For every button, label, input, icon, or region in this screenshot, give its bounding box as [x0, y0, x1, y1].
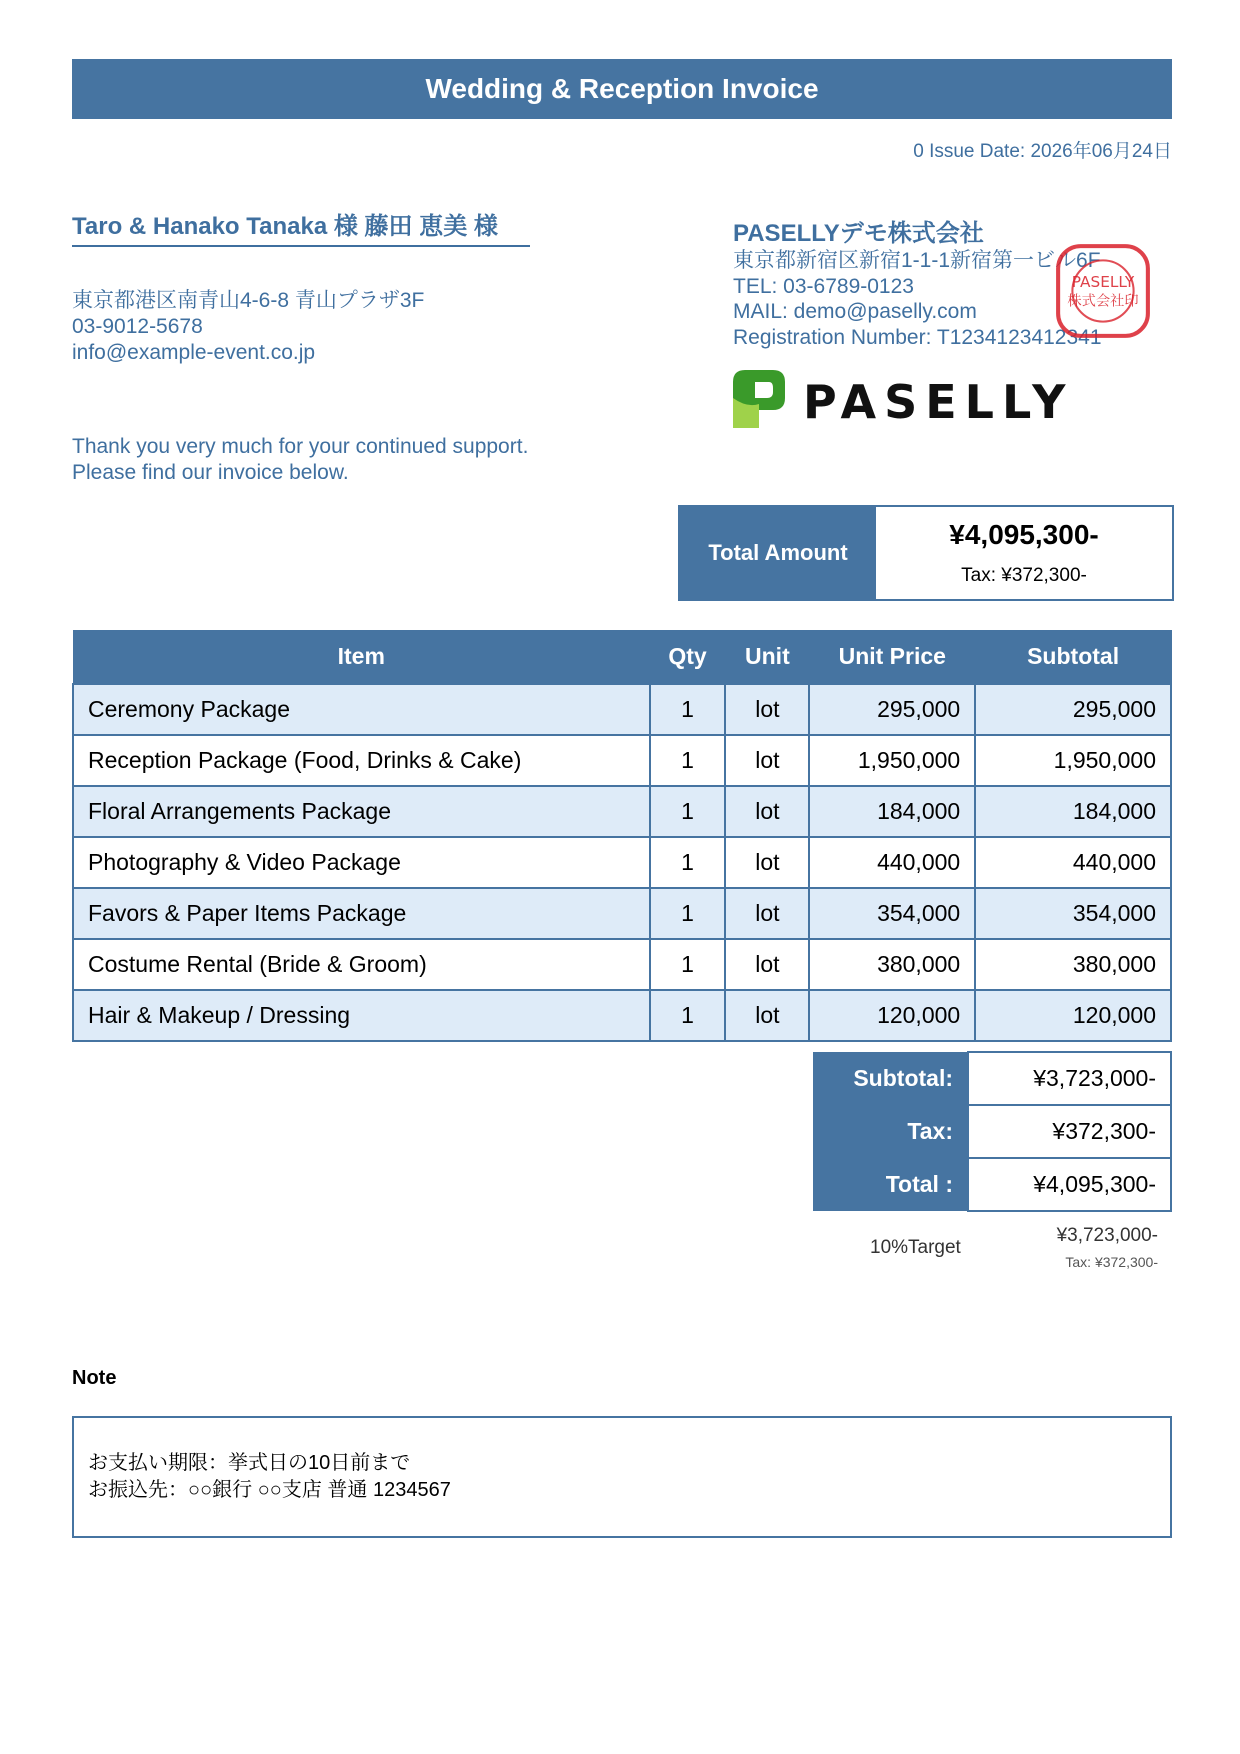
- item-subtotal: 184,000: [975, 786, 1171, 837]
- customer-phone: 03-9012-5678: [72, 315, 203, 338]
- company-address: 東京都新宿区新宿1-1-1新宿第一ビル6F: [733, 249, 1101, 272]
- table-row: [73, 837, 1171, 888]
- table-row: [73, 939, 1171, 990]
- svg-text:株式会社印: 株式会社印: [1067, 293, 1139, 310]
- summary-total-value: ¥4,095,300-: [968, 1158, 1171, 1211]
- item-unit: lot: [725, 888, 809, 939]
- item-qty: 1: [650, 888, 726, 939]
- summary-table: [813, 1051, 1172, 1212]
- item-subtotal: 1,950,000: [975, 735, 1171, 786]
- item-price: 1,950,000: [809, 735, 975, 786]
- item-qty: 1: [650, 990, 726, 1041]
- header-qty: Qty: [650, 630, 726, 684]
- item-name: Hair & Makeup / Dressing: [73, 990, 650, 1041]
- header-subtotal: Subtotal: [975, 630, 1171, 684]
- greeting-line-1: Thank you very much for your continued support.: [72, 435, 529, 458]
- total-amount-label: Total Amount: [680, 507, 876, 599]
- item-qty: 1: [650, 939, 726, 990]
- table-row: [73, 735, 1171, 786]
- item-subtotal: 354,000: [975, 888, 1171, 939]
- item-price: 295,000: [809, 684, 975, 735]
- item-qty: 1: [650, 735, 726, 786]
- item-price: 120,000: [809, 990, 975, 1041]
- tax-target-tax: Tax: ¥372,300-: [1065, 1254, 1158, 1270]
- customer-address: 東京都港区南青山4-6-8 青山プラザ3F: [72, 289, 425, 312]
- item-unit: lot: [725, 990, 809, 1041]
- summary-tax-value: ¥372,300-: [968, 1105, 1171, 1158]
- company-seal-icon: [1052, 240, 1154, 342]
- greeting-line-2: Please find our invoice below.: [72, 461, 349, 484]
- summary-tax-label: Tax:: [813, 1105, 968, 1158]
- customer-name: Taro & Hanako Tanaka 様 藤田 恵美 様: [72, 213, 530, 247]
- greeting: [72, 434, 528, 486]
- item-qty: 1: [650, 837, 726, 888]
- item-name: Floral Arrangements Package: [73, 786, 650, 837]
- table-row: [73, 786, 1171, 837]
- summary-tax-row: [813, 1105, 1171, 1158]
- header-item: Item: [73, 630, 650, 684]
- summary-subtotal-row: [813, 1052, 1171, 1105]
- header-unit-price: Unit Price: [809, 630, 975, 684]
- item-price: 380,000: [809, 939, 975, 990]
- summary-subtotal-value: ¥3,723,000-: [968, 1052, 1171, 1105]
- item-name: Costume Rental (Bride & Groom): [73, 939, 650, 990]
- note-text: [88, 1450, 451, 1504]
- item-unit: lot: [725, 735, 809, 786]
- item-subtotal: 440,000: [975, 837, 1171, 888]
- item-unit: lot: [725, 837, 809, 888]
- table-row: [73, 888, 1171, 939]
- table-row: [73, 684, 1171, 735]
- item-name: Reception Package (Food, Drinks & Cake): [73, 735, 650, 786]
- item-subtotal: 380,000: [975, 939, 1171, 990]
- summary-total-row: [813, 1158, 1171, 1211]
- item-price: 440,000: [809, 837, 975, 888]
- company-mail: MAIL: demo@paselly.com: [733, 300, 977, 323]
- item-price: 184,000: [809, 786, 975, 837]
- item-unit: lot: [725, 684, 809, 735]
- summary-total-label: Total :: [813, 1158, 968, 1211]
- invoice-title: Wedding & Reception Invoice: [72, 59, 1172, 119]
- item-qty: 1: [650, 684, 726, 735]
- logo-text: PASELLY: [803, 375, 1073, 429]
- company-info: [733, 248, 1102, 350]
- item-subtotal: 295,000: [975, 684, 1171, 735]
- items-table: [72, 630, 1172, 1042]
- svg-text:PASELLY: PASELLY: [1071, 272, 1135, 291]
- paselly-logo: [733, 368, 1073, 430]
- item-unit: lot: [725, 939, 809, 990]
- item-unit: lot: [725, 786, 809, 837]
- note-box: [72, 1416, 1172, 1538]
- note-line-1: お支払い期限：挙式日の10日前まで: [88, 1452, 411, 1474]
- note-label: Note: [72, 1367, 117, 1389]
- table-row: [73, 990, 1171, 1041]
- item-qty: 1: [650, 786, 726, 837]
- customer-email: info@example-event.co.jp: [72, 341, 316, 364]
- total-amount-box: [678, 505, 1174, 601]
- item-name: Favors & Paper Items Package: [73, 888, 650, 939]
- item-name: Ceremony Package: [73, 684, 650, 735]
- item-price: 354,000: [809, 888, 975, 939]
- tax-target-amount: ¥3,723,000-: [1056, 1225, 1158, 1246]
- item-name: Photography & Video Package: [73, 837, 650, 888]
- company-name: PASELLYデモ株式会社: [733, 220, 984, 247]
- total-amount-tax: Tax: ¥372,300-: [961, 565, 1087, 586]
- issue-date: 0 Issue Date: 2026年06月24日: [913, 141, 1172, 162]
- tax-target-label: 10%Target: [870, 1237, 961, 1258]
- company-tel: TEL: 03-6789-0123: [733, 274, 914, 298]
- paselly-logo-icon: [733, 368, 1073, 430]
- company-registration: Registration Number: T1234123412341: [733, 325, 1102, 349]
- total-amount-value: ¥4,095,300-: [949, 519, 1099, 550]
- header-unit: Unit: [725, 630, 809, 684]
- table-header-row: [73, 630, 1171, 684]
- note-line-2: お振込先：○○銀行 ○○支店 普通 1234567: [88, 1479, 451, 1501]
- item-subtotal: 120,000: [975, 990, 1171, 1041]
- customer-info: [72, 288, 424, 366]
- summary-subtotal-label: Subtotal:: [813, 1052, 968, 1105]
